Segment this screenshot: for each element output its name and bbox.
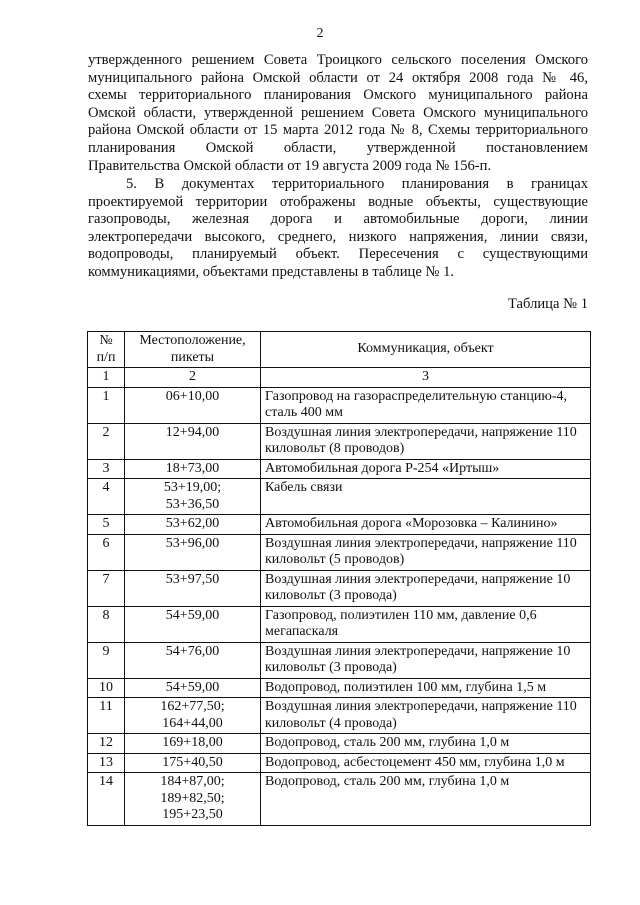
- row-object-cell: Воздушная линия электропередачи, напряжение 110 киловольт (4 провода): [261, 698, 591, 734]
- location-part: 189+82,50;: [160, 790, 225, 806]
- row-number-cell: 2: [88, 423, 125, 459]
- location-part: 164+44,00: [162, 715, 223, 731]
- location-part: 53+36,50: [165, 496, 220, 512]
- table-row: [88, 734, 591, 754]
- row-number-cell: 14: [88, 773, 125, 826]
- row-location-cell: 53+62,00: [125, 515, 261, 535]
- row-number-cell: 7: [88, 570, 125, 606]
- row-object-cell: Воздушная линия электропередачи, напряжение 110 киловольт (8 проводов): [261, 423, 591, 459]
- row-location-cell: 54+59,00: [125, 678, 261, 698]
- paragraph-line: коммуникациями, объектами представлены в таблице № 1.: [88, 263, 455, 280]
- paragraph-line: района Омской области от 15 марта 2012 года № 8, Схемы территориального: [88, 122, 588, 139]
- table-row: [88, 606, 591, 642]
- row-location-cell: 53+97,50: [125, 570, 261, 606]
- row-location-cell: [125, 773, 261, 826]
- row-location-cell: [125, 479, 261, 515]
- paragraph-line: планирования Омской области, утвержденной постановлением: [88, 139, 588, 156]
- page-number: 2: [316, 26, 324, 41]
- row-object-cell: Водопровод, сталь 200 мм, глубина 1,0 м: [261, 734, 591, 754]
- row-number-cell: 1: [88, 387, 125, 423]
- row-object-cell: Водопровод, сталь 200 мм, глубина 1,0 м: [261, 773, 591, 826]
- row-number-cell: 4: [88, 479, 125, 515]
- paragraph-line: Правительства Омской области от 19 августа 2009 года № 156-п.: [88, 157, 492, 174]
- header-object: Коммуникация, объект: [261, 332, 591, 368]
- row-object-cell: Кабель связи: [261, 479, 591, 515]
- table-row: [88, 678, 591, 698]
- paragraph-line: проектируемой территории отображены водные объекты, существующие: [88, 193, 588, 210]
- table-row: [88, 479, 591, 515]
- row-location-cell: 54+59,00: [125, 606, 261, 642]
- row-number-cell: 10: [88, 678, 125, 698]
- table-row: [88, 423, 591, 459]
- paragraph-line: схемы территориального планирования Омского муниципального района: [88, 87, 588, 104]
- row-location-cell: [125, 698, 261, 734]
- location-part: 162+77,50;: [160, 699, 225, 714]
- table-row: [88, 515, 591, 535]
- table-header-row: [88, 332, 591, 368]
- row-number-cell: 9: [88, 642, 125, 678]
- row-number-cell: 3: [88, 459, 125, 479]
- paragraph-line: газопроводы, железная дорога и автомобильные дороги, линии: [88, 211, 588, 228]
- row-location-cell: 169+18,00: [125, 734, 261, 754]
- index-cell: 1: [88, 368, 125, 388]
- communications-table: [87, 331, 591, 826]
- row-object-cell: Воздушная линия электропередачи, напряжение 10 киловольт (3 провода): [261, 642, 591, 678]
- row-number-cell: 6: [88, 534, 125, 570]
- table-caption: Таблица № 1: [508, 296, 588, 312]
- table-row: [88, 459, 591, 479]
- intro-paragraph: [88, 52, 588, 175]
- paragraph-line: утвержденного решением Совета Троицкого сельского поселения Омского: [88, 52, 588, 68]
- index-cell: 3: [261, 368, 591, 388]
- header-num: № п/п: [88, 332, 125, 368]
- location-part: 53+19,00;: [163, 480, 222, 495]
- row-object-cell: Автомобильная дорога Р-254 «Иртыш»: [261, 459, 591, 479]
- row-number-cell: 12: [88, 734, 125, 754]
- index-cell: 2: [125, 368, 261, 388]
- row-number-cell: 5: [88, 515, 125, 535]
- point-5-paragraph: [88, 176, 588, 282]
- row-object-cell: Воздушная линия электропередачи, напряжение 110 киловольт (5 проводов): [261, 534, 591, 570]
- row-object-cell: Газопровод на газораспределительную станцию-4, сталь 400 мм: [261, 387, 591, 423]
- table-row: [88, 698, 591, 734]
- row-location-cell: 175+40,50: [125, 753, 261, 773]
- table-index-row: [88, 368, 591, 388]
- paragraph-line: Омской области, утвержденной решением Совета Омского муниципального: [88, 104, 588, 121]
- table-row: [88, 642, 591, 678]
- row-object-cell: Водопровод, полиэтилен 100 мм, глубина 1,5 м: [261, 678, 591, 698]
- row-object-cell: Автомобильная дорога «Морозовка – Калинино»: [261, 515, 591, 535]
- paragraph-line: водопроводы, планируемый объект. Пересечения с существующими: [88, 246, 588, 263]
- paragraph-line: муниципального района Омской области от 24 октября 2008 года № 46,: [88, 69, 588, 86]
- row-location-cell: 53+96,00: [125, 534, 261, 570]
- location-part: 195+23,50: [162, 807, 223, 822]
- row-object-cell: Воздушная линия электропередачи, напряжение 10 киловольт (3 провода): [261, 570, 591, 606]
- row-object-cell: Газопровод, полиэтилен 110 мм, давление 0,6 мегапаскаля: [261, 606, 591, 642]
- row-number-cell: 11: [88, 698, 125, 734]
- table-row: [88, 773, 591, 826]
- paragraph-line: электропередачи высокого, среднего, низкого напряжения, линии связи,: [88, 228, 588, 245]
- paragraph-line: 5. В документах территориального планирования в границах: [126, 176, 588, 192]
- location-part: 184+87,00;: [160, 774, 225, 789]
- row-number-cell: 13: [88, 753, 125, 773]
- table-row: [88, 534, 591, 570]
- table-row: [88, 570, 591, 606]
- table-body: [88, 387, 591, 825]
- row-object-cell: Водопровод, асбестоцемент 450 мм, глубина 1,0 м: [261, 753, 591, 773]
- table-row: [88, 387, 591, 423]
- row-location-cell: 54+76,00: [125, 642, 261, 678]
- table-row: [88, 753, 591, 773]
- header-location: Местоположение, пикеты: [125, 332, 261, 368]
- row-location-cell: 12+94,00: [125, 423, 261, 459]
- row-number-cell: 8: [88, 606, 125, 642]
- row-location-cell: 06+10,00: [125, 387, 261, 423]
- row-location-cell: 18+73,00: [125, 459, 261, 479]
